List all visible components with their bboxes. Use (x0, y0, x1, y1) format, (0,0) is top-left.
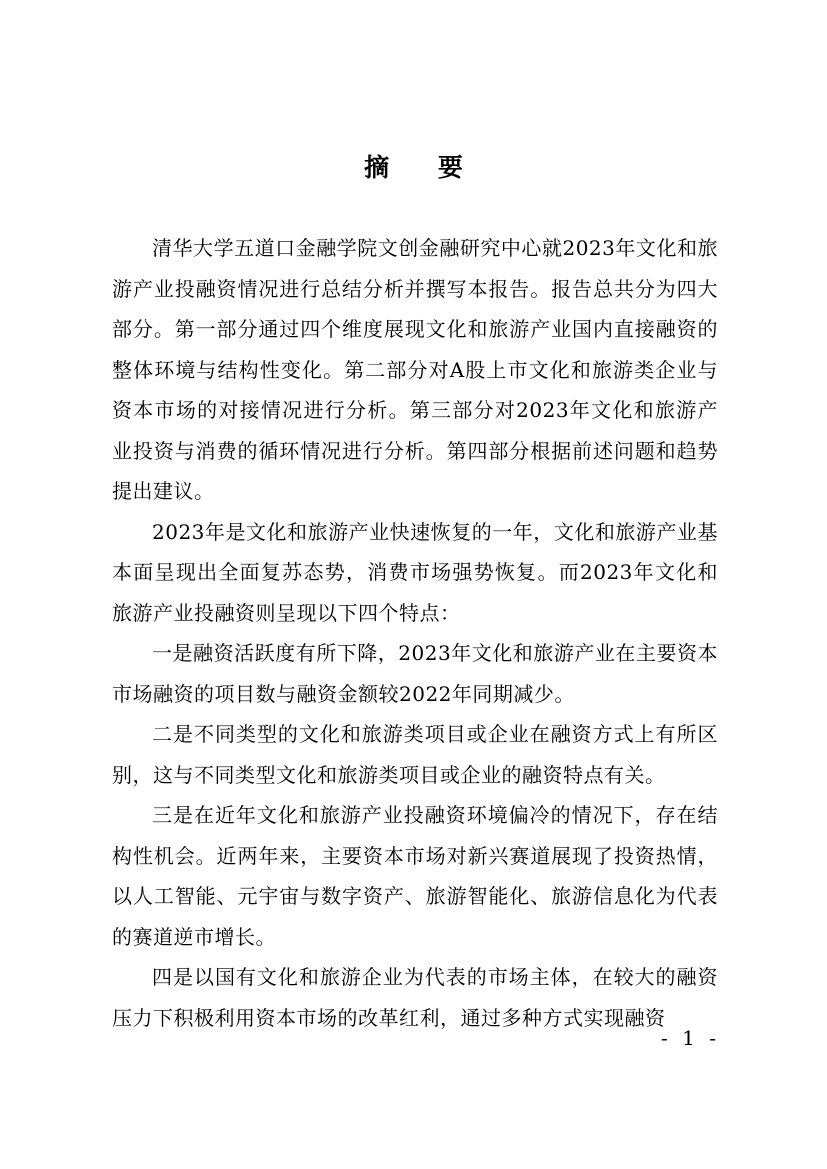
paragraph-point-four: 四是以国有文化和旅游企业为代表的市场主体，在较大的融资压力下积极利用资本市场的改革红利，通过多种方式实现融资 (112, 965, 718, 1030)
paragraph-point-two: 二是不同类型的文化和旅游类项目或企业在融资方式上有所区别，这与不同类型文化和旅游类项目或企业的融资特点有关。 (112, 722, 718, 787)
page-number: - 1 - (661, 1026, 720, 1050)
document-body (112, 228, 718, 1038)
page-title: 摘 要 (364, 153, 483, 182)
paragraph-point-three: 三是在近年文化和旅游产业投融资环境偏冷的情况下，存在结构性机会。近两年来，主要资本市场对新兴赛道展现了投资热情，以人工智能、元宇宙与数字资产、旅游智能化、旅游信息化为代表的赛道逆市增长。 (112, 803, 718, 949)
paragraph-point-one: 一是融资活跃度有所下降，2023年文化和旅游产业在主要资本市场融资的项目数与融资金额较2022年同期减少。 (112, 641, 718, 706)
paragraph-overview: 2023年是文化和旅游产业快速恢复的一年，文化和旅游产业基本面呈现出全面复苏态势，消费市场强势恢复。而2023年文化和旅游产业投融资则呈现以下四个特点： (112, 519, 718, 625)
paragraph-intro: 清华大学五道口金融学院文创金融研究中心就2023年文化和旅游产业投融资情况进行总结分析并撰写本报告。报告总共分为四大部分。第一部分通过四个维度展现文化和旅游产业国内直接融资的整体环境与结构性变化。第二部分对A股上市文化和旅游类企业与资本市场的对接情况进行分析。第三部分对2023年文化和旅游产业投资与消费的循环情况进行分析。第四部分根据前述问题和趋势提出建议。 (112, 236, 718, 503)
